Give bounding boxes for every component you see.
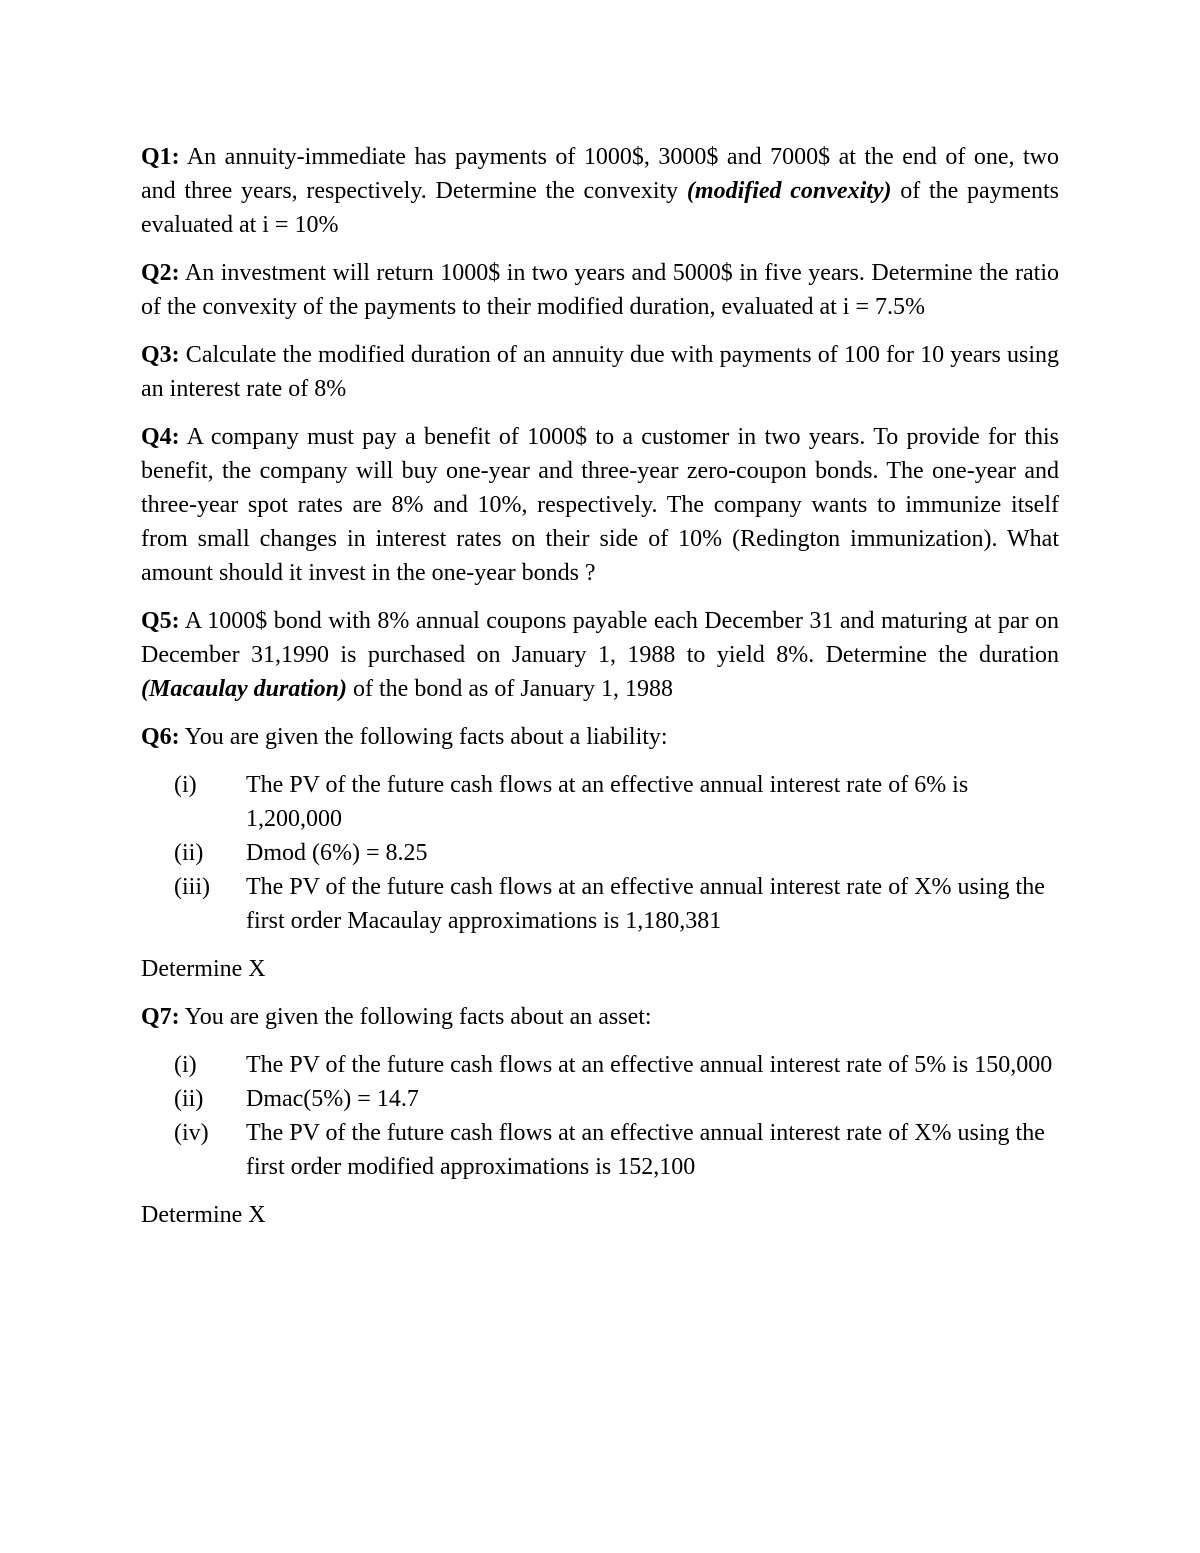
question-text: of the payments evaluated at i = 10% [141, 178, 1060, 238]
list-item [141, 1082, 1059, 1116]
question-6 [141, 720, 1059, 754]
question-7-facts-list [141, 1048, 1059, 1184]
list-item-text: The PV of the future cash flows at an effective annual interest rate of X% using the first order Macaulay approximations is 1,180,381 [246, 874, 1045, 934]
question-label: Q6: [141, 724, 180, 750]
list-item-text: The PV of the future cash flows at an effective annual interest rate of 6% is 1,200,000 [246, 772, 969, 832]
question-label: Q3: [141, 342, 180, 368]
question-7 [141, 1000, 1059, 1034]
question-2 [141, 256, 1059, 324]
list-item [141, 1048, 1059, 1082]
question-emphasis: (modified convexity) [686, 178, 892, 204]
list-item-text: Dmod (6%) = 8.25 [246, 840, 428, 866]
question-label: Q4: [141, 424, 180, 450]
question-label: Q2: [141, 260, 180, 286]
question-text: A 1000$ bond with 8% annual coupons payable each December 31 and maturing at par on December 31,1990 is purchased on January 1, 1988 to yield 8%. Determine the duration [141, 608, 1059, 668]
question-text: A company must pay a benefit of 1000$ to a customer in two years. To provide for this benefit, the company will buy one-year and three-year zero-coupon bonds. The one-year and three-year spot rates are 8% and 10%, respectively. The company wants to immunize itself from small changes in interest rates on their side of 10% (Redington immunization). What amount should it invest in the one-year bonds ? [141, 424, 1059, 586]
list-marker: (ii) [174, 840, 204, 866]
question-emphasis: (Macaulay duration) [141, 676, 348, 702]
question-text: of the bond as of January 1, 1988 [347, 676, 673, 702]
list-item [141, 1116, 1059, 1184]
list-item-text: Dmac(5%) = 14.7 [246, 1086, 419, 1112]
question-5 [141, 604, 1059, 706]
question-text: You are given the following facts about a liability: [179, 724, 668, 750]
question-7-determine: Determine X [141, 1202, 266, 1228]
question-label: Q7: [141, 1004, 180, 1030]
list-marker: (i) [174, 772, 197, 798]
list-item [141, 870, 1059, 938]
question-text: Calculate the modified duration of an annuity due with payments of 100 for 10 years using an interest rate of 8% [141, 342, 1059, 402]
question-text: You are given the following facts about an asset: [179, 1004, 652, 1030]
question-label: Q1: [141, 144, 180, 170]
list-marker: (iii) [174, 874, 210, 900]
question-text: An annuity-immediate has payments of 1000$, 3000$ and 7000$ at the end of one, two and three years, respectively. Determine the convexity [141, 144, 1059, 204]
list-marker: (iv) [174, 1120, 209, 1146]
list-item [141, 768, 1059, 836]
question-6-facts-list [141, 768, 1059, 938]
question-6-determine: Determine X [141, 956, 266, 982]
question-3 [141, 338, 1059, 406]
list-item-text: The PV of the future cash flows at an effective annual interest rate of 5% is 150,000 [246, 1052, 1053, 1078]
list-marker: (ii) [174, 1086, 204, 1112]
list-item-text: The PV of the future cash flows at an effective annual interest rate of X% using the first order modified approximations is 152,100 [246, 1120, 1045, 1180]
question-text: An investment will return 1000$ in two years and 5000$ in five years. Determine the ratio of the convexity of the payments to their modified duration, evaluated at i = 7.5% [141, 260, 1059, 320]
list-marker: (i) [174, 1052, 197, 1078]
list-item [141, 836, 1059, 870]
document-page [141, 140, 1059, 1246]
question-label: Q5: [141, 608, 180, 634]
question-1 [141, 140, 1059, 242]
question-4 [141, 420, 1059, 590]
